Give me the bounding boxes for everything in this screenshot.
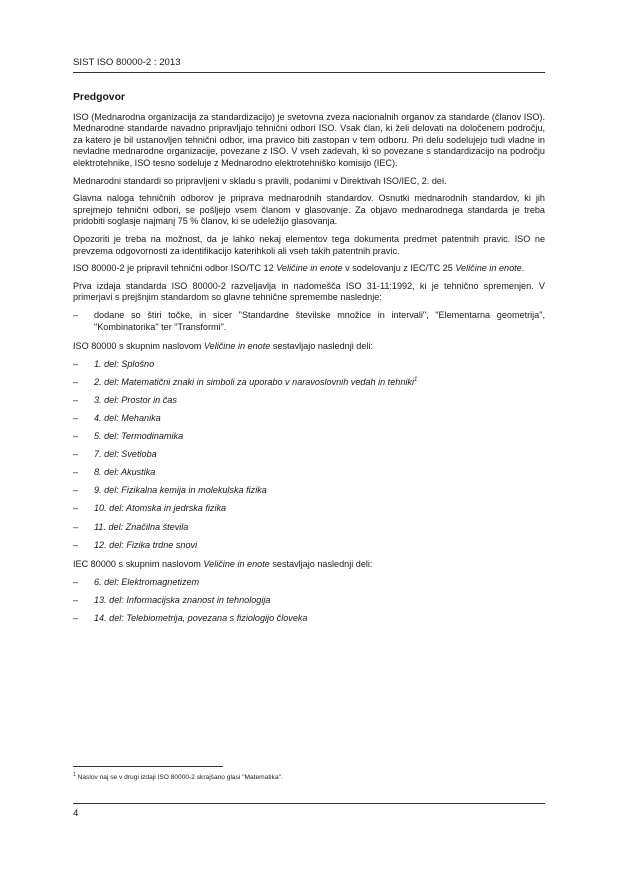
- paragraph-patents: Opozoriti je treba na možnost, da je lahko nekaj elementov tega dokumenta predmet patentnih pravic. ISO ne prevzema odgovornosti za identifikacijo katerihkoli ali vseh takih patentnih pravic.: [73, 233, 545, 256]
- paragraph-first-edition: Prva izdaja standarda ISO 80000-2 razveljavlja in nadomešča ISO 31-11:1992, ki je tehnično spremenjen. V primerjavi s prejšnjim standardom so glavne tehnične spremembe naslednje:: [73, 280, 545, 303]
- list-item: – 13. del: Informacijska znanost in tehnologija: [73, 594, 271, 605]
- footnote: [73, 771, 283, 781]
- footnote-text: Naslov naj se v drugi izdaji ISO 80000-2 skrajšano glasi "Matematika".: [77, 774, 283, 781]
- foreword-section: [73, 92, 545, 633]
- changes-list: [73, 310, 545, 333]
- list-item: – 9. del: Fizikalna kemija in molekulska fizika: [73, 485, 267, 496]
- paragraph-directives: Mednarodni standardi so pripravljeni v skladu s pravili, podanimi v Direktivah ISO/IEC, 2. del.: [73, 175, 447, 186]
- footnote-reference[interactable]: 1: [413, 376, 418, 383]
- paragraph-iso-series: ISO 80000 s skupnim naslovom Veličine in enote sestavljajo naslednji deli:: [73, 341, 373, 352]
- list-item: – 4. del: Mehanika: [73, 412, 161, 423]
- list-item: – 6. del: Elektromagnetizem: [73, 576, 200, 587]
- paragraph-tc-tasks: Glavna naloga tehničnih odborov je priprava mednarodnih standardov. Osnutki mednarodnih standardov, ki jih sprejmejo tehnični odbori, se pošljejo vsem članom v glasovanje. Za objavo mednarodnega standarda je treba pridobiti soglasje najmanj 75 % članov, ki se udeležijo glasovanja.: [73, 193, 545, 227]
- list-item: – 5. del: Termodinamika: [73, 431, 184, 442]
- running-header: SIST ISO 80000-2 : 2013: [73, 57, 181, 68]
- page-number: 4: [73, 808, 79, 819]
- list-item: – 7. del: Svetloba: [73, 449, 157, 460]
- list-item: – 3. del: Prostor in čas: [73, 394, 177, 405]
- paragraph-iec-series: IEC 80000 s skupnim naslovom Veličine in enote sestavljajo naslednji deli:: [73, 559, 373, 570]
- footnote-divider: [73, 766, 223, 767]
- footnote-mark: 1: [73, 771, 76, 778]
- footer-divider: [73, 803, 545, 804]
- header-divider: [73, 72, 545, 73]
- list-item: – 8. del: Akustika: [73, 467, 156, 478]
- list-item: – 1. del: Splošno: [73, 358, 155, 369]
- paragraph-prepared-by: ISO 80000-2 je pripravil tehnični odbor ISO/TC 12 Veličine in enote v sodelovanju z IEC/TC 25 Veličine in enote.: [73, 263, 525, 274]
- list-item: – 12. del: Fizika trdne snovi: [73, 539, 198, 550]
- iec-parts-list: [73, 577, 545, 625]
- list-item: – 14. del: Telebiometrija, povezana s fiziologijo človeka: [73, 613, 308, 623]
- iso-parts-list: [73, 359, 545, 552]
- list-item: – 11. del: Značilna števila: [73, 521, 189, 532]
- list-item: – 2. del: Matematični znaki in simboli za uporabo v naravoslovnih vedah in tehniki$^1$: [73, 376, 418, 387]
- list-item: – 10. del: Atomska in jedrska fizika: [73, 503, 227, 514]
- list-dash: –: [73, 309, 79, 320]
- list-item: – dodane so štiri točke, in sicer "Standardne številske množice in intervali", "Elementarna geometrija", "Kombinatorika" ter "Transformi".: [73, 309, 545, 332]
- paragraph-iso-intro: ISO (Mednarodna organizacija za standardizacijo) je svetovna zveza nacionalnih organov za standarde (članov ISO). Mednarodne standarde navadno pripravljajo tehnični odbori ISO. Vsak član, ki želi delovati na določenem področju, za katero je bil ustanovljen tehnični odbor, ima pravico biti zastopan v tem odboru. Pri delu sodelujejo tudi vladne in nevladne mednarodne organizacije, povezane z ISO. V vseh zadevah, ki so povezane s standardizacijo na področju elektrotehnike, ISO tesno sodeluje z Mednarodno elektrotehniško komisijo (IEC).: [73, 111, 545, 168]
- section-title: Predgovor: [73, 92, 125, 103]
